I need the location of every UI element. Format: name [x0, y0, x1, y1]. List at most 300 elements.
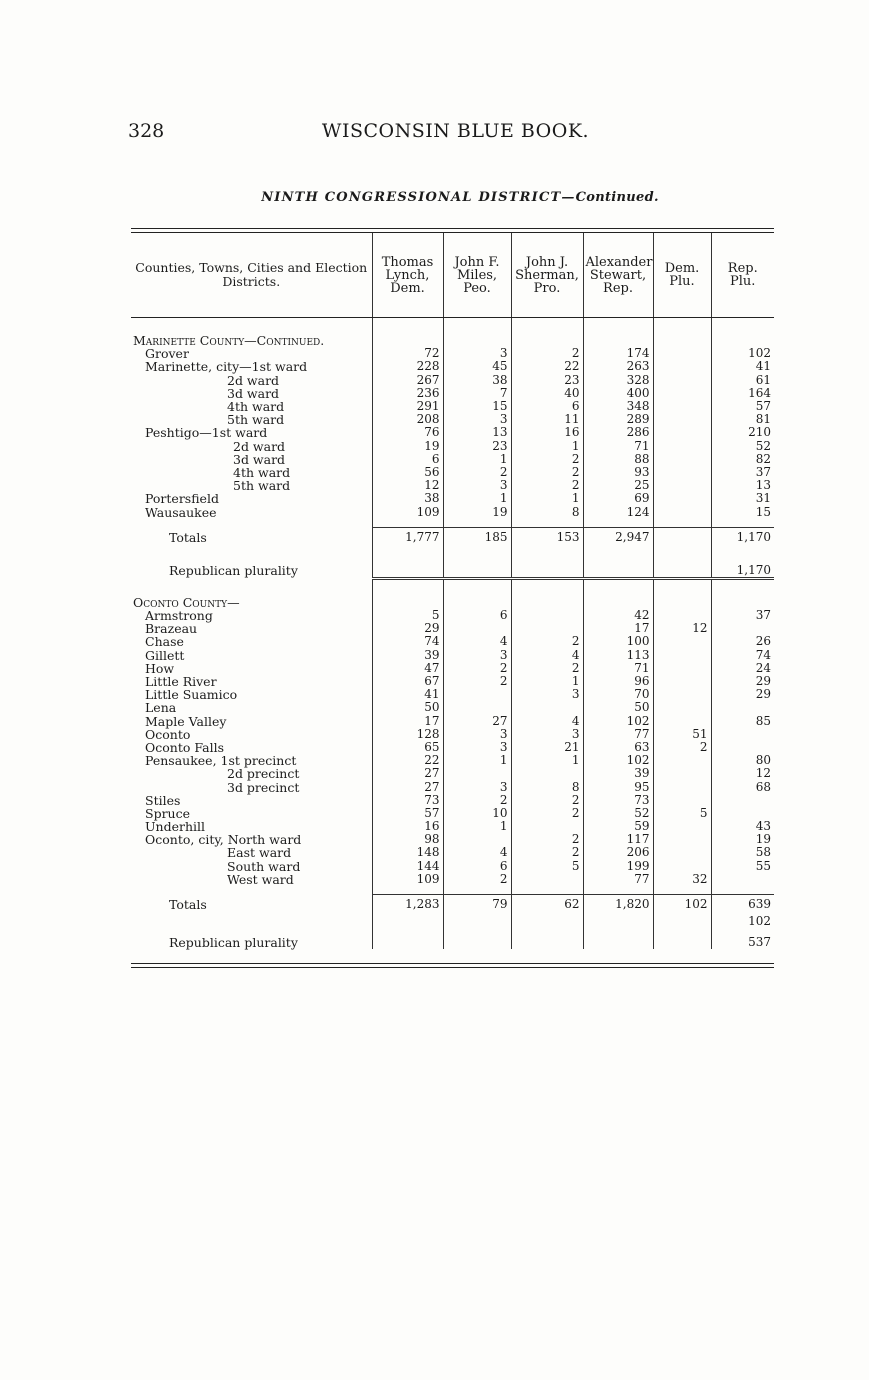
vote-cell: 289	[583, 413, 653, 426]
vote-cell: 2	[653, 741, 711, 754]
vote-cell: 348	[583, 400, 653, 413]
district-name: Oconto, city, North ward	[145, 832, 302, 848]
vote-cell	[443, 688, 511, 701]
spacer-row	[131, 519, 774, 528]
vote-cell: 55	[711, 860, 774, 873]
vote-cell: 3	[511, 728, 583, 741]
table-row	[131, 426, 774, 439]
plurality-row-label: Republican plurality	[169, 563, 298, 579]
vote-cell: 291	[372, 400, 443, 413]
table-row	[131, 820, 774, 833]
vote-cell: 102	[583, 715, 653, 728]
vote-cell: 8	[511, 505, 583, 518]
vote-cell: 15	[711, 505, 774, 518]
vote-cell: 19	[372, 440, 443, 453]
vote-cell: 17	[372, 715, 443, 728]
vote-cell	[443, 622, 511, 635]
vote-cell: 58	[711, 846, 774, 859]
empty-cell	[711, 596, 774, 609]
vote-cell	[511, 701, 583, 714]
empty-cell	[511, 596, 583, 609]
vote-cell: 113	[583, 649, 653, 662]
vote-cell: 2	[511, 635, 583, 648]
table-row	[131, 767, 774, 780]
vote-cell	[653, 564, 711, 579]
vote-cell: 5	[511, 860, 583, 873]
vote-cell	[653, 527, 711, 548]
vote-cell: 124	[583, 505, 653, 518]
vote-cell: 10	[443, 807, 511, 820]
vote-cell: 52	[583, 807, 653, 820]
empty-cell	[511, 334, 583, 347]
district-name: 5th ward	[227, 412, 285, 428]
vote-cell	[653, 505, 711, 518]
vote-cell	[583, 564, 653, 579]
district-name: West ward	[227, 871, 294, 887]
vote-cell: 8	[511, 780, 583, 793]
spacer-cell	[372, 928, 443, 936]
vote-cell	[443, 564, 511, 579]
district-name: How	[145, 660, 175, 676]
vote-cell: 328	[583, 374, 653, 387]
vote-cell	[711, 701, 774, 714]
vote-cell: 19	[443, 505, 511, 518]
vote-cell: 19	[711, 833, 774, 846]
vote-cell: 82	[711, 453, 774, 466]
table-row	[131, 479, 774, 492]
vote-cell: 199	[583, 860, 653, 873]
vote-cell: 41	[372, 688, 443, 701]
vote-cell: 40	[511, 387, 583, 400]
vote-cell: 3	[511, 688, 583, 701]
table-row	[131, 675, 774, 688]
empty-cell	[372, 334, 443, 347]
vote-cell: 210	[711, 426, 774, 439]
vote-cell: 61	[711, 374, 774, 387]
vote-cell: 42	[583, 609, 653, 622]
vote-cell: 88	[583, 453, 653, 466]
vote-cell: 102	[653, 894, 711, 915]
spacer-cell	[583, 318, 653, 335]
vote-cell	[443, 833, 511, 846]
column-header: Rep. Plu.	[711, 233, 774, 318]
empty-cell	[583, 334, 653, 347]
vote-cell: 24	[711, 662, 774, 675]
vote-cell: 639	[711, 894, 774, 915]
vote-cell	[653, 492, 711, 505]
spacer-row	[131, 886, 774, 895]
section-title	[130, 190, 790, 205]
county-heading-row	[131, 334, 774, 347]
district-name: South ward	[227, 858, 301, 874]
vote-cell	[443, 767, 511, 780]
vote-cell	[653, 754, 711, 767]
vote-cell: 31	[711, 492, 774, 505]
vote-cell: 37	[711, 466, 774, 479]
vote-cell	[711, 622, 774, 635]
spacer-cell	[372, 886, 443, 895]
table-row	[131, 754, 774, 767]
district-name: 5th ward	[233, 478, 291, 494]
vote-cell	[653, 794, 711, 807]
vote-cell: 29	[711, 688, 774, 701]
empty-cell	[372, 915, 443, 928]
vote-cell: 26	[711, 635, 774, 648]
vote-cell: 100	[583, 635, 653, 648]
spacer-cell	[372, 548, 443, 564]
vote-cell	[372, 936, 443, 949]
vote-cell: 174	[583, 347, 653, 360]
table-row	[131, 780, 774, 793]
table-row	[131, 873, 774, 886]
table-row	[131, 413, 774, 426]
vote-cell	[653, 662, 711, 675]
table-row	[131, 453, 774, 466]
vote-cell: 1	[511, 492, 583, 505]
spacer-cell	[511, 548, 583, 564]
vote-cell: 16	[511, 426, 583, 439]
empty-cell	[653, 596, 711, 609]
spacer-cell	[653, 886, 711, 895]
district-name: Maple Valley	[145, 713, 227, 729]
vote-cell	[653, 780, 711, 793]
vote-cell: 102	[711, 347, 774, 360]
vote-cell: 22	[372, 754, 443, 767]
vote-cell: 13	[711, 479, 774, 492]
table-row	[131, 860, 774, 873]
plurality-row-label: Republican plurality	[169, 935, 298, 951]
vote-cell: 13	[443, 426, 511, 439]
district-name: Brazeau	[145, 621, 198, 637]
vote-cell: 6	[443, 609, 511, 622]
vote-cell: 6	[511, 400, 583, 413]
table-row	[131, 728, 774, 741]
vote-cell: 45	[443, 360, 511, 373]
spacer-cell	[131, 519, 372, 528]
vote-cell: 117	[583, 833, 653, 846]
vote-cell	[372, 564, 443, 579]
table-row	[131, 833, 774, 846]
spacer-row	[131, 578, 774, 596]
totals-row-label: Totals	[169, 897, 207, 913]
vote-cell: 56	[372, 466, 443, 479]
vote-cell: 76	[372, 426, 443, 439]
vote-cell: 52	[711, 440, 774, 453]
vote-cell: 1	[511, 675, 583, 688]
district-name: Oconto Falls	[145, 739, 225, 755]
vote-cell: 537	[711, 936, 774, 949]
vote-cell	[583, 936, 653, 949]
spacer-cell	[653, 519, 711, 528]
vote-cell: 68	[711, 780, 774, 793]
vote-cell: 77	[583, 728, 653, 741]
spacer-cell	[583, 548, 653, 564]
vote-cell: 109	[372, 873, 443, 886]
vote-cell: 81	[711, 413, 774, 426]
empty-cell	[511, 915, 583, 928]
district-name: Spruce	[145, 805, 190, 821]
vote-cell: 400	[583, 387, 653, 400]
vote-cell	[653, 347, 711, 360]
vote-cell: 3	[443, 741, 511, 754]
district-name: Marinette, city—1st ward	[145, 359, 308, 375]
vote-cell	[653, 860, 711, 873]
vote-cell: 263	[583, 360, 653, 373]
page-number: 328	[128, 120, 165, 142]
vote-cell: 267	[372, 374, 443, 387]
vote-cell: 3	[443, 780, 511, 793]
table-row	[131, 662, 774, 675]
vote-cell: 1	[443, 453, 511, 466]
district-name: Gillett	[145, 647, 185, 663]
spacer-cell	[443, 578, 511, 596]
table-row	[131, 609, 774, 622]
plurality-row	[131, 564, 774, 579]
spacer-cell	[653, 548, 711, 564]
vote-cell: 38	[443, 374, 511, 387]
district-name: 4th ward	[233, 464, 291, 480]
spacer-cell	[443, 928, 511, 936]
section-continued: Continued.	[575, 190, 659, 205]
spacer-cell	[131, 578, 372, 596]
county-heading-row	[131, 596, 774, 609]
vote-cell: 102	[711, 915, 774, 928]
vote-cell: 2	[511, 846, 583, 859]
district-name: Lena	[145, 700, 177, 716]
vote-cell: 2	[443, 794, 511, 807]
county-heading: Marinette County—Continued.	[133, 333, 325, 349]
vote-cell	[711, 741, 774, 754]
district-name: 3d precinct	[227, 779, 300, 795]
bottom-rule	[131, 963, 774, 968]
vote-cell: 5	[653, 807, 711, 820]
spacer-row	[131, 548, 774, 564]
vote-cell: 63	[583, 741, 653, 754]
vote-cell: 29	[711, 675, 774, 688]
totals-row-label: Totals	[169, 529, 207, 545]
spacer-cell	[511, 928, 583, 936]
district-name: 2d ward	[233, 438, 286, 454]
vote-cell: 128	[372, 728, 443, 741]
vote-cell: 1,170	[711, 564, 774, 579]
vote-cell: 25	[583, 479, 653, 492]
vote-cell: 80	[711, 754, 774, 767]
vote-cell: 2	[443, 466, 511, 479]
vote-cell: 144	[372, 860, 443, 873]
district-name: Oconto	[145, 726, 191, 742]
district-name: Stiles	[145, 792, 181, 808]
column-header: Alexander Stewart, Rep.	[583, 233, 653, 318]
section-title-text: NINTH CONGRESSIONAL DISTRICT—	[261, 190, 576, 205]
spacer-cell	[372, 578, 443, 596]
vote-cell: 1	[511, 754, 583, 767]
vote-cell: 2	[443, 662, 511, 675]
vote-cell: 6	[372, 453, 443, 466]
vote-cell: 38	[372, 492, 443, 505]
district-name: Pensaukee, 1st precinct	[145, 753, 297, 769]
vote-cell: 12	[372, 479, 443, 492]
vote-cell	[443, 936, 511, 949]
table-row	[131, 387, 774, 400]
vote-cell: 71	[583, 662, 653, 675]
vote-cell: 2	[511, 466, 583, 479]
vote-cell: 22	[511, 360, 583, 373]
vote-cell	[653, 413, 711, 426]
vote-cell: 3	[443, 347, 511, 360]
column-header: John F. Miles, Peo.	[443, 233, 511, 318]
table-row	[131, 360, 774, 373]
vote-cell	[653, 453, 711, 466]
vote-cell: 16	[372, 820, 443, 833]
table-row	[131, 622, 774, 635]
spacer-cell	[443, 886, 511, 895]
vote-cell: 3	[443, 479, 511, 492]
vote-cell: 5	[372, 609, 443, 622]
district-name: 2d precinct	[227, 766, 300, 782]
table-row	[131, 505, 774, 518]
vote-cell: 12	[653, 622, 711, 635]
empty-cell	[372, 596, 443, 609]
district-name: Grover	[145, 346, 189, 362]
spacer-cell	[511, 578, 583, 596]
vote-cell: 70	[583, 688, 653, 701]
district-name: 3d ward	[227, 385, 280, 401]
spacer-cell	[131, 548, 372, 564]
spacer-cell	[583, 578, 653, 596]
vote-cell	[511, 609, 583, 622]
vote-cell	[511, 936, 583, 949]
vote-cell: 41	[711, 360, 774, 373]
vote-cell: 93	[583, 466, 653, 479]
vote-cell	[653, 374, 711, 387]
empty-cell	[711, 334, 774, 347]
vote-cell	[653, 479, 711, 492]
table-row	[131, 715, 774, 728]
spacer-cell	[131, 886, 372, 895]
vote-cell: 2	[511, 833, 583, 846]
spacer-cell	[653, 928, 711, 936]
table-row	[131, 846, 774, 859]
table-row	[131, 440, 774, 453]
empty-cell	[583, 596, 653, 609]
district-name: Portersfield	[145, 491, 219, 507]
vote-cell: 4	[511, 649, 583, 662]
vote-cell: 153	[511, 527, 583, 548]
election-results-table	[131, 233, 774, 949]
vote-cell	[511, 873, 583, 886]
vote-cell: 4	[511, 715, 583, 728]
empty-cell	[653, 334, 711, 347]
vote-cell: 57	[372, 807, 443, 820]
totals-extra-row	[131, 915, 774, 928]
vote-cell: 59	[583, 820, 653, 833]
vote-cell: 47	[372, 662, 443, 675]
district-name: Underhill	[145, 819, 206, 835]
vote-cell: 95	[583, 780, 653, 793]
vote-cell: 286	[583, 426, 653, 439]
spacer-cell	[131, 318, 372, 335]
vote-cell: 2	[443, 675, 511, 688]
vote-cell	[653, 767, 711, 780]
spacer-cell	[711, 886, 774, 895]
table-body	[131, 318, 774, 950]
empty-cell	[443, 334, 511, 347]
table-row	[131, 741, 774, 754]
vote-cell: 3	[443, 728, 511, 741]
vote-cell: 2	[511, 453, 583, 466]
vote-cell: 39	[583, 767, 653, 780]
empty-cell	[443, 596, 511, 609]
vote-cell: 73	[583, 794, 653, 807]
vote-cell: 23	[511, 374, 583, 387]
header-row	[131, 233, 774, 318]
vote-cell	[711, 807, 774, 820]
empty-cell	[443, 915, 511, 928]
vote-cell: 6	[443, 860, 511, 873]
district-name: East ward	[227, 845, 292, 861]
vote-cell: 21	[511, 741, 583, 754]
vote-cell: 50	[372, 701, 443, 714]
vote-cell	[653, 675, 711, 688]
vote-cell: 4	[443, 635, 511, 648]
vote-cell	[443, 701, 511, 714]
vote-cell	[511, 564, 583, 579]
vote-cell: 1	[443, 754, 511, 767]
vote-cell: 4	[443, 846, 511, 859]
vote-cell: 39	[372, 649, 443, 662]
vote-cell	[653, 701, 711, 714]
district-name: Little River	[145, 674, 217, 690]
vote-cell: 71	[583, 440, 653, 453]
empty-cell	[583, 915, 653, 928]
vote-cell: 7	[443, 387, 511, 400]
vote-cell: 2	[443, 873, 511, 886]
running-title: WISCONSIN BLUE BOOK.	[321, 120, 590, 142]
district-name: Armstrong	[145, 608, 213, 624]
district-name: Chase	[145, 634, 184, 650]
vote-cell: 27	[443, 715, 511, 728]
spacer-cell	[711, 318, 774, 335]
vote-cell: 73	[372, 794, 443, 807]
vote-cell	[653, 833, 711, 846]
totals-row	[131, 527, 774, 548]
vote-cell: 1,170	[711, 527, 774, 548]
vote-cell	[711, 794, 774, 807]
vote-cell: 206	[583, 846, 653, 859]
county-heading: Oconto County—	[133, 594, 240, 610]
empty-cell	[131, 915, 372, 928]
spacer-cell	[511, 519, 583, 528]
vote-cell: 2	[511, 347, 583, 360]
vote-cell: 69	[583, 492, 653, 505]
vote-cell	[653, 820, 711, 833]
vote-cell: 1	[511, 440, 583, 453]
spacer-cell	[511, 886, 583, 895]
vote-cell: 50	[583, 701, 653, 714]
vote-cell: 27	[372, 767, 443, 780]
vote-cell: 3	[443, 649, 511, 662]
vote-cell: 72	[372, 347, 443, 360]
table-row	[131, 701, 774, 714]
column-header: Thomas Lynch, Dem.	[372, 233, 443, 318]
table-row	[131, 347, 774, 360]
vote-cell: 43	[711, 820, 774, 833]
vote-cell	[653, 360, 711, 373]
vote-cell	[653, 400, 711, 413]
spacer-cell	[443, 519, 511, 528]
vote-cell: 2	[511, 662, 583, 675]
vote-cell	[653, 440, 711, 453]
